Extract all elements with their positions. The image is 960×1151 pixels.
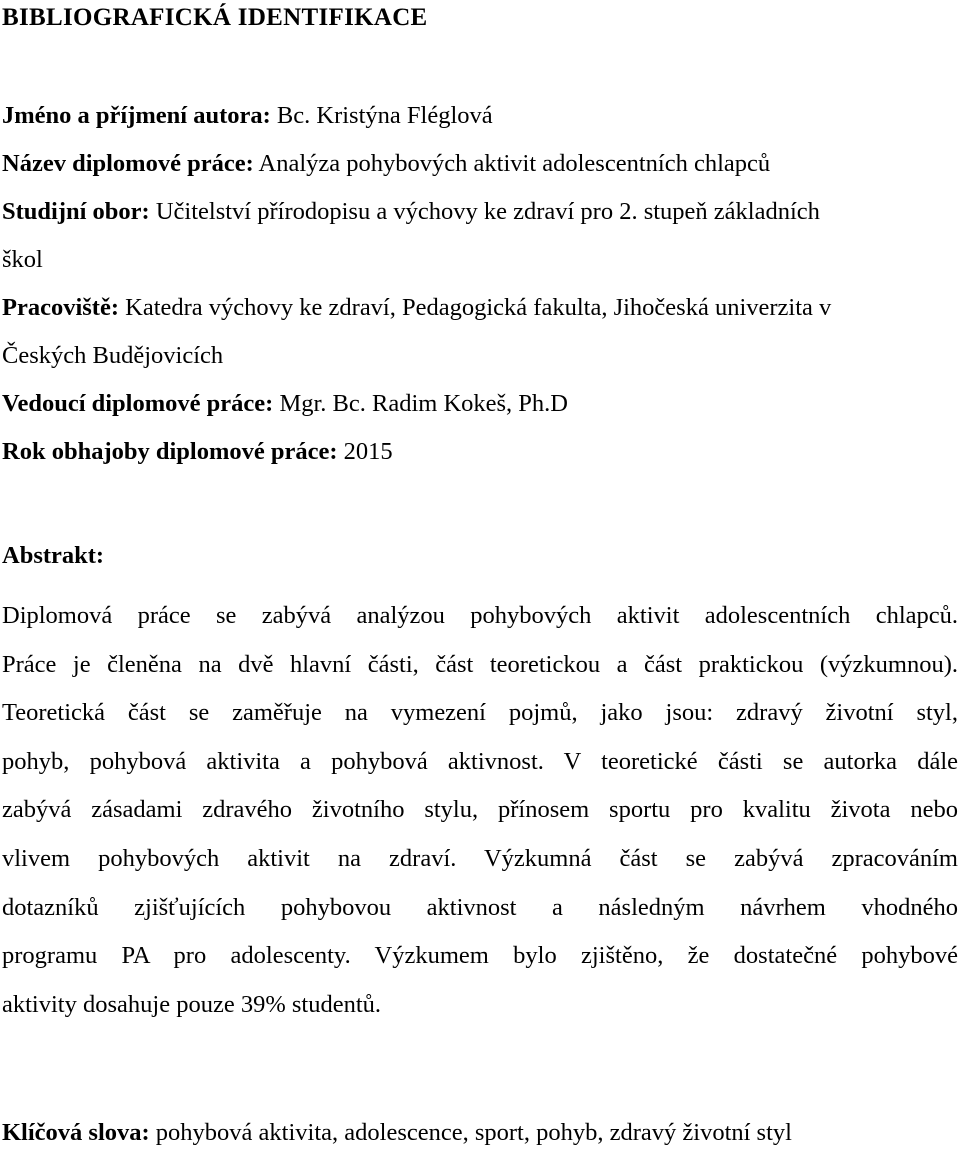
abstract-line: Práce je členěna na dvě hlavní části, část teoretickou a část praktickou (výzkumnou).: [2, 650, 958, 678]
keywords-row: [2, 1115, 792, 1151]
workplace-row: [2, 284, 958, 332]
defense-year-row: [2, 428, 958, 476]
thesis-title-label: Název diplomové práce:: [2, 150, 254, 177]
metadata-block: [2, 92, 958, 476]
abstract-line: zabývá zásadami zdravého životního stylu, přínosem sportu pro kvalitu života nebo: [2, 796, 958, 824]
abstract-body: [2, 592, 958, 1029]
abstract-line: pohyb, pohybová aktivita a pohybová aktivnost. V teoretické části se autorka dále: [2, 747, 958, 775]
field-value-line2: škol: [2, 246, 43, 273]
field-value-line1: Učitelství přírodopisu a výchovy ke zdraví pro 2. stupeň základních: [149, 198, 820, 225]
abstract-line: aktivity dosahuje pouze 39% studentů.: [2, 990, 381, 1018]
field-row-continued: [2, 236, 958, 284]
defense-year-value: 2015: [337, 438, 393, 465]
keywords-value: pohybová aktivita, adolescence, sport, pohyb, zdravý životní styl: [149, 1119, 792, 1146]
document-title: BIBLIOGRAFICKÁ IDENTIFIKACE: [2, 4, 428, 31]
workplace-value-line2: Českých Budějovicích: [2, 342, 224, 369]
field-label: Studijní obor:: [2, 198, 150, 225]
field-row: [2, 188, 958, 236]
defense-year-label: Rok obhajoby diplomové práce:: [2, 438, 338, 465]
thesis-title-value: Analýza pohybových aktivit adolescentních chlapců: [253, 150, 771, 177]
abstract-line: Teoretická část se zaměřuje na vymezení pojmů, jako jsou: zdravý životní styl,: [2, 699, 958, 727]
abstract-line: dotazníků zjišťujících pohybovou aktivnost a následným návrhem vhodného: [2, 893, 958, 921]
abstract-line: vlivem pohybových aktivit na zdraví. Výzkumná část se zabývá zpracováním: [2, 844, 958, 872]
keywords-label: Klíčová slova:: [2, 1119, 150, 1146]
abstract-heading: Abstrakt:: [2, 542, 105, 569]
supervisor-label: Vedoucí diplomové práce:: [2, 390, 274, 417]
workplace-value-line1: Katedra výchovy ke zdraví, Pedagogická fakulta, Jihočeská univerzita v: [119, 294, 832, 321]
abstract-line: programu PA pro adolescenty. Výzkumem bylo zjištěno, že dostatečné pohybové: [2, 942, 958, 970]
workplace-row-continued: [2, 332, 958, 380]
supervisor-value: Mgr. Bc. Radim Kokeš, Ph.D: [273, 390, 568, 417]
author-value: Bc. Kristýna Fléglová: [270, 102, 493, 129]
thesis-title-row: [2, 140, 958, 188]
workplace-label: Pracoviště:: [2, 294, 119, 321]
abstract-line: Diplomová práce se zabývá analýzou pohybových aktivit adolescentních chlapců.: [2, 602, 958, 629]
author-row: [2, 92, 958, 140]
author-label: Jméno a příjmení autora:: [2, 102, 271, 129]
supervisor-row: [2, 380, 958, 428]
